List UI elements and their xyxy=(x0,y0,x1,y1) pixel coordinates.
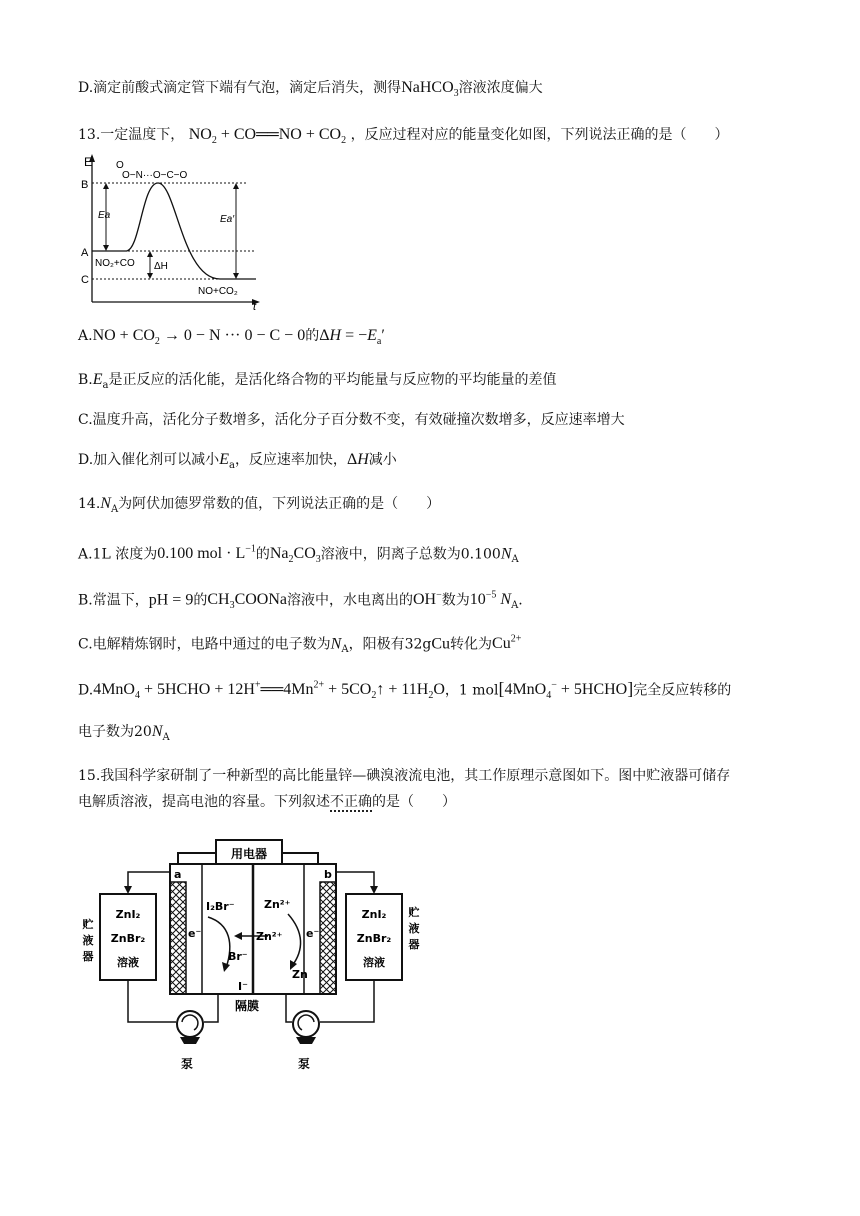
species-zn-label: Zn xyxy=(292,968,308,981)
reactants-label: NO₂+CO xyxy=(95,258,135,269)
membrane-label: 隔膜 xyxy=(235,999,260,1013)
right-tank-label-2: 液 xyxy=(408,922,420,935)
right-tank-line2: ZnBr₂ xyxy=(356,932,392,945)
q14-option-d-cont: 电子数为$20N_A$ xyxy=(78,723,170,743)
q14-stem: $14.N_A$为阿伏加德罗常数的值，下列说法正确的是（ ） xyxy=(78,495,441,515)
q15-stem-line1: 15.我国科学家研制了一种新型的高比能量锌—碘溴液流电池，其工作原理示意图如下。图中贮液器可储存 xyxy=(78,768,731,784)
level-c-label: C xyxy=(81,274,89,286)
energy-diagram xyxy=(78,152,268,310)
electrode-a-label: a xyxy=(174,868,182,881)
q14-option-d: D.4MnO$_4$ + 5HCHO + $12H^+══4Mn^{2+}$ + $5CO_2↑ + 11H_2O$，1 mol[4MnO$_4$− + 5HCHO]完全反应转移的 xyxy=(78,678,732,702)
right-tank-line3: 溶液 xyxy=(363,956,385,969)
right-tank-line1: ZnI₂ xyxy=(361,908,387,921)
axis-e-label: E xyxy=(84,155,93,169)
species-br-label: Br⁻ xyxy=(228,950,248,963)
level-b-label: B xyxy=(81,179,89,191)
right-tank-label-1: 贮 xyxy=(408,906,420,919)
complex-o-label: O xyxy=(116,160,124,171)
ea-label: Ea xyxy=(98,210,111,221)
right-pump-label: 泵 xyxy=(298,1057,311,1071)
electron-right-label: e⁻ xyxy=(306,927,320,940)
electron-left-label: e⁻ xyxy=(188,927,202,940)
species-zn2-label: Zn²⁺ xyxy=(264,898,291,911)
ea-prime-label: Ea′ xyxy=(220,214,235,225)
right-tank-label-3: 器 xyxy=(408,938,420,951)
q13-stem: 13.一定温度下， $NO_2$ + CO══NO + $CO_2$ ，反应过程对应的能量变化如图，下列说法正确的是（ ） xyxy=(78,126,729,147)
q13-option-c: C.温度升高，活化分子数增多，活化分子百分数不变，有效碰撞次数增多，反应速率增大 xyxy=(78,412,625,428)
species-i2br-label: I₂Br⁻ xyxy=(206,900,235,913)
q15-stem-line2: 电解质溶液，提高电池的容量。下列叙述不正确的是（ ） xyxy=(78,794,456,810)
axis-t-label: t xyxy=(253,301,257,310)
q14-option-c: C.电解精炼钢时，电路中通过的电子数为$N_A$，阳极有32gCu转化为$Cu^{2+}$ xyxy=(78,634,522,656)
left-tank-label-3: 器 xyxy=(82,950,94,963)
q13-option-d: D.加入催化剂可以减小$E_a$，反应速率加快，ΔH减小 xyxy=(78,451,397,471)
dh-label: ΔH xyxy=(154,261,168,272)
mid-ion-label: Zn²⁺ xyxy=(256,930,283,943)
q13-option-a: $A.NO + CO_2 \to 0 - N$ ··· 0 − C − 0的$\Delta H = -E_a'$ xyxy=(78,327,385,348)
level-a-label: A xyxy=(81,247,89,259)
products-label: NO+CO₂ xyxy=(198,286,238,297)
q14-option-b: B.常温下，pH = 9的$CH_3COONa$溶液中，水电离出的OH−数为$10^{-5}$ $N_A$. xyxy=(78,590,523,612)
left-pump-label: 泵 xyxy=(181,1057,194,1071)
q14-option-a: A.1L 浓度为0.100 mol · $L^{-1}$的$Na_2CO_3$溶液中，阴离子总数为$0.100N_A$ xyxy=(78,544,519,566)
complex-label: O−N···O−C−O xyxy=(122,170,188,181)
left-tank-line3: 溶液 xyxy=(117,956,139,969)
left-tank-line2: ZnBr₂ xyxy=(110,932,146,945)
left-tank-label-2: 液 xyxy=(82,934,94,947)
q12-option-d: D.滴定前酸式滴定管下端有气泡，滴定后消失，测得NaHCO$_3$溶液浓度偏大 xyxy=(78,79,543,100)
species-i-label: I⁻ xyxy=(238,980,248,993)
load-label: 用电器 xyxy=(230,847,268,861)
electrode-b-label: b xyxy=(324,868,332,881)
left-tank-label-1: 贮 xyxy=(82,918,94,931)
left-tank-line1: ZnI₂ xyxy=(115,908,141,921)
q13-option-b: $B.E_a$是正反应的活化能，是活化络合物的平均能量与反应物的平均能量的差值 xyxy=(78,371,557,391)
flow-battery-diagram xyxy=(78,832,438,1082)
